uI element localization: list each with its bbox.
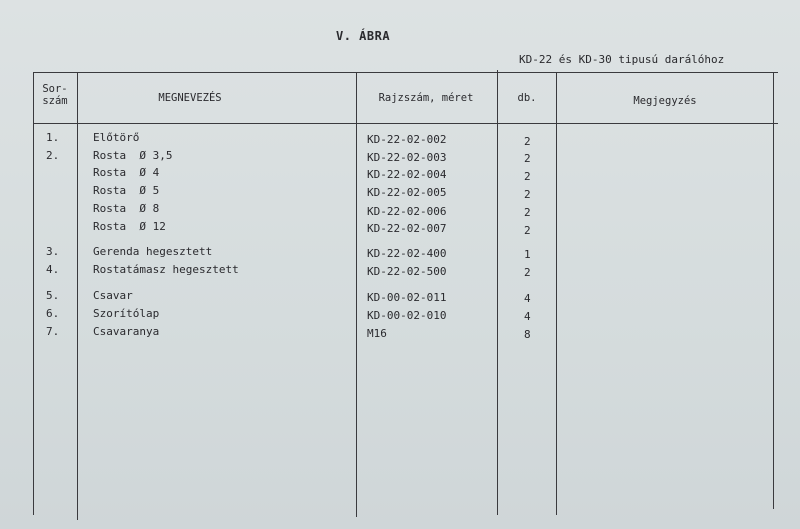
row-num: 3. xyxy=(46,245,60,258)
page-subtitle: KD-22 és KD-30 tipusú darálóhoz xyxy=(519,53,725,66)
row-drawing: KD-22-02-500 xyxy=(367,265,447,278)
row-drawing: KD-22-02-002 xyxy=(367,133,447,146)
table-header-divider xyxy=(33,123,778,124)
row-drawing: KD-00-02-011 xyxy=(367,291,447,304)
row-qty: 1 xyxy=(524,248,531,261)
row-name: Rosta Ø 4 xyxy=(93,166,160,179)
row-drawing: M16 xyxy=(367,327,387,340)
row-num: 1. xyxy=(46,131,60,144)
row-name: Rosta Ø 5 xyxy=(93,184,160,197)
page-title: V. ÁBRA xyxy=(336,29,391,43)
row-drawing: KD-22-02-400 xyxy=(367,247,447,260)
row-name: Gerenda hegesztett xyxy=(93,245,213,258)
header-name: MEGNEVEZÉS xyxy=(158,92,222,104)
header-num-line2: szám xyxy=(42,95,68,107)
row-name: Csavaranya xyxy=(93,325,160,338)
row-drawing: KD-22-02-006 xyxy=(367,205,447,218)
row-name: Előtörő xyxy=(93,131,140,144)
row-name: Rosta Ø 3,5 xyxy=(93,149,173,162)
header-qty: db. xyxy=(517,92,537,104)
header-drawing: Rajzszám, méret xyxy=(378,92,474,104)
row-name: Rosta Ø 12 xyxy=(93,220,166,233)
row-qty: 4 xyxy=(524,292,531,305)
row-qty: 4 xyxy=(524,310,531,323)
row-drawing: KD-22-02-003 xyxy=(367,151,447,164)
row-qty: 2 xyxy=(524,135,531,148)
row-qty: 2 xyxy=(524,170,531,183)
column-divider-num xyxy=(77,72,78,520)
header-num-line1: Sor- xyxy=(42,83,68,95)
row-drawing: KD-00-02-010 xyxy=(367,309,447,322)
row-qty: 2 xyxy=(524,224,531,237)
row-name: Csavar xyxy=(93,289,133,302)
row-num: 6. xyxy=(46,307,60,320)
table-top-border xyxy=(33,72,778,73)
row-num: 7. xyxy=(46,325,60,338)
row-qty: 2 xyxy=(524,152,531,165)
row-drawing: KD-22-02-007 xyxy=(367,222,447,235)
column-divider-qty xyxy=(556,72,557,515)
row-qty: 2 xyxy=(524,206,531,219)
column-divider-name xyxy=(356,72,357,517)
header-note: Megjegyzés xyxy=(633,95,697,107)
row-num: 4. xyxy=(46,263,60,276)
column-divider-drawing xyxy=(497,70,498,515)
table-right-border xyxy=(773,72,774,509)
row-name: Szorítólap xyxy=(93,307,160,320)
row-qty: 2 xyxy=(524,188,531,201)
row-name: Rosta Ø 8 xyxy=(93,202,160,215)
row-qty: 8 xyxy=(524,328,531,341)
row-drawing: KD-22-02-005 xyxy=(367,186,447,199)
header-num xyxy=(33,83,77,107)
row-qty: 2 xyxy=(524,266,531,279)
table-left-border xyxy=(33,72,34,515)
row-name: Rostatámasz hegesztett xyxy=(93,263,239,276)
row-num: 2. xyxy=(46,149,60,162)
row-num: 5. xyxy=(46,289,60,302)
row-drawing: KD-22-02-004 xyxy=(367,168,447,181)
